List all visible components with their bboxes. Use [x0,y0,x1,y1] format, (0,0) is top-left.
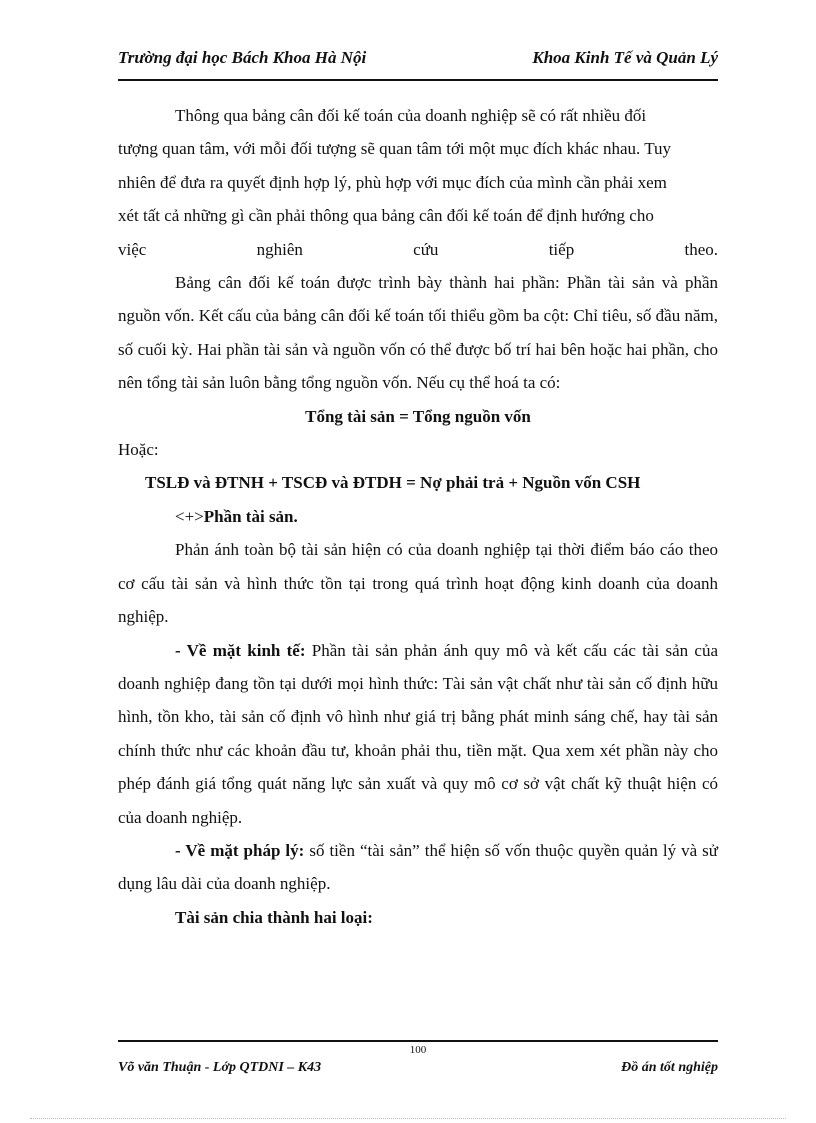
page-footer [118,1060,718,1082]
paragraph-line: tượng quan tâm, với mỗi đối tượng sẽ quan tâm tới một mục đích khác nhau. Tuy [118,139,672,159]
header-divider [118,79,718,81]
section-heading-assets [118,500,718,533]
paragraph-line: nhiên để đưa ra quyết định hợp lý, phù hợp với mục đích của mình cần phải xem [118,172,667,192]
legal-aspect-paragraph [118,834,718,901]
economic-aspect-label: - Về mặt kinh tế: [175,640,306,660]
or-label: Hoặc: [118,440,159,460]
balance-sheet-structure-paragraph: Bảng cân đối kế toán được trình bày thành hai phần: Phần tài sản và phần nguồn vốn. Kết cấu của bảng cân đối kế toán tối thiểu gồm ba cột: Chỉ tiêu, số đầu năm, số cuối kỳ. Hai phần tài sản và nguồn vốn có thể được bố trí hai bên hoặc hai phần, cho nên tổng tài sản luôn bằng tổng nguồn vốn. Nếu cụ thể hoá ta có: [118,273,718,393]
legal-aspect-label: - Về mặt pháp lý: [175,840,305,860]
footer-author: Võ văn Thuận - Lớp QTDNI – K43 [118,1060,322,1075]
legal-aspect-text: số tiền “tài sản” thể hiện số vốn thuộc quyền quản lý và sử dụng lâu dài của doanh nghiệp. [118,840,718,894]
paragraph-line: Thông qua bảng cân đối kế toán của doanh nghiệp sẽ có rất nhiều đối [175,106,647,125]
header-faculty: Khoa Kinh Tế và Quản Lý [532,48,718,67]
section-title: Phần tài sản. [203,506,298,526]
economic-aspect-paragraph [118,634,718,834]
equation-detailed: TSLĐ và ĐTNH + TSCĐ và ĐTDH = Nợ phải trả + Nguồn vốn CSH [145,473,641,493]
page-header [118,48,718,74]
assets-classification-heading: Tài sản chia thành hai loại: [175,907,373,927]
paragraph-line: việc nghiên cứu tiếp theo. [118,239,718,259]
footer-divider [118,1040,718,1042]
section-marker: <+> [175,506,204,526]
header-university: Trường đại học Bách Khoa Hà Nội [118,48,367,67]
page-number: 100 [409,1044,427,1056]
page-edge-divider [30,1118,786,1119]
paragraph-line: xét tất cả những gì cần phải thông qua bảng cân đối kế toán để định hướng cho [118,206,654,226]
document-body [118,99,718,934]
assets-description-paragraph: Phản ánh toàn bộ tài sản hiện có của doanh nghiệp tại thời điểm báo cáo theo cơ cấu tài sản và hình thức tồn tại trong quá trình hoạt động kinh doanh của doanh nghiệp. [118,540,718,627]
equation-total: Tổng tài sản = Tổng nguồn vốn [305,406,531,426]
economic-aspect-text: Phần tài sản phản ánh quy mô và kết cấu các tài sản của doanh nghiệp đang tồn tại dưới mọi hình thức: Tài sản vật chất như tài sản cố định hữu hình, tồn kho, tài sản cố định vô hình như giá trị bằng phát minh sáng chế, hay tài sản chính thức như các khoản đầu tư, khoản phải thu, tiền mặt. Qua xem xét phần này cho phép đánh giá tổng quát năng lực sản xuất và quy mô cơ sở vật chất kỹ thuật hiện có của doanh nghiệp. [118,640,718,827]
footer-thesis-title: Đồ án tốt nghiệp [621,1060,718,1075]
